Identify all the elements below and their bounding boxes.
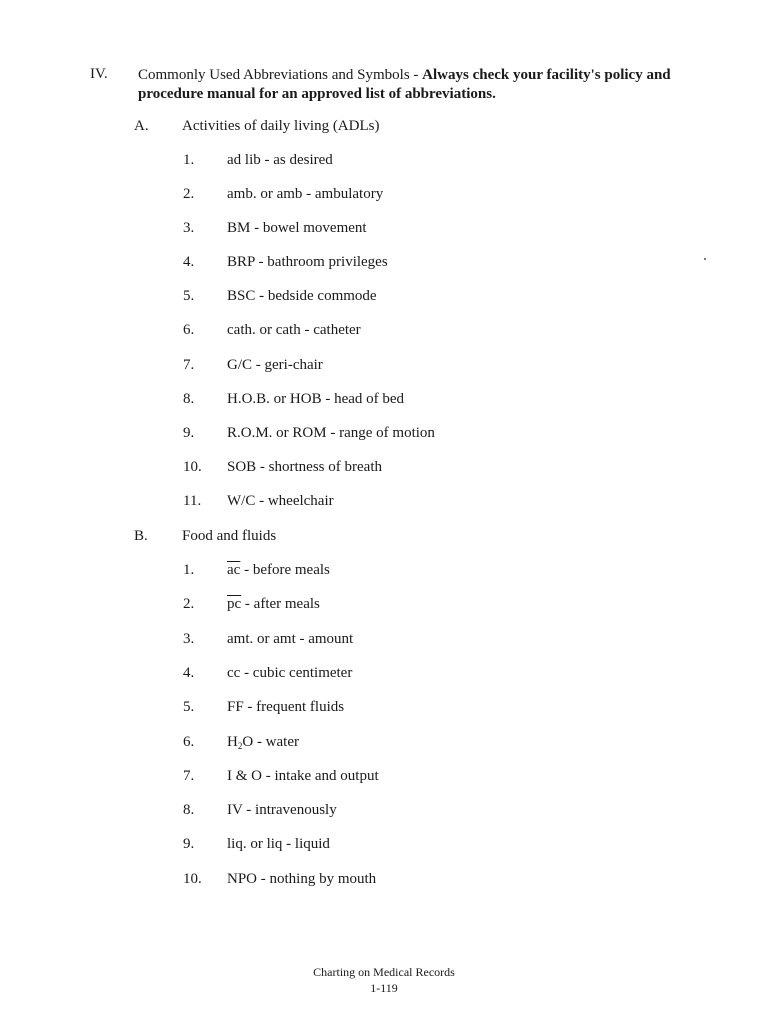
list-item-number: 10. [183, 871, 202, 887]
list-item: cc - cubic centimeter [227, 665, 353, 681]
list-item-number: 6. [183, 322, 195, 338]
section-number: IV. [90, 66, 108, 82]
abbreviation-tail: O [242, 734, 254, 750]
list-item-number: 5. [183, 699, 195, 715]
list-item-number: 5. [183, 288, 195, 304]
heading-bold-text: Always check your facility's policy and procedure manual for an approved list of abbreviations. [138, 67, 671, 102]
abbreviation: H [227, 734, 238, 750]
abbreviation-subscript: 2 [237, 741, 243, 751]
page-number: 1-119 [370, 981, 398, 995]
list-item: amb. or amb - ambulatory [227, 186, 384, 202]
list-item: FF - frequent fluids [227, 699, 345, 715]
definition: - after meals [241, 596, 320, 612]
definition: - before meals [240, 562, 330, 578]
list-item: liq. or liq - liquid [227, 836, 330, 852]
subsection-a-title: Activities of daily living (ADLs) [182, 118, 380, 134]
list-item: BRP - bathroom privileges [227, 254, 388, 270]
list-item: ad lib - as desired [227, 152, 333, 168]
list-item: R.O.M. or ROM - range of motion [227, 425, 435, 441]
list-item: cath. or cath - catheter [227, 322, 361, 338]
section-heading [138, 66, 698, 104]
abbreviation: $\overline{ac}$ [227, 562, 241, 578]
list-item: amt. or amt - amount [227, 631, 354, 647]
list-item-number: 1. [183, 562, 195, 578]
list-item: H.O.B. or HOB - head of bed [227, 391, 405, 407]
list-item-number: 7. [183, 357, 195, 373]
list-item [227, 596, 320, 613]
list-item-number: 9. [183, 836, 195, 852]
list-item: BM - bowel movement [227, 220, 367, 236]
subsection-b-title: Food and fluids [182, 528, 277, 544]
list-item-number: 10. [183, 459, 202, 475]
list-item-number: 2. [183, 186, 195, 202]
list-item: BSC - bedside commode [227, 288, 377, 304]
abbreviation: $\overline{pc}$ [227, 596, 242, 612]
list-item-number: 11. [183, 493, 202, 509]
heading-plain-text: Commonly Used Abbreviations and Symbols - [138, 67, 423, 83]
list-item: I & O - intake and output [227, 768, 379, 784]
footer-title: Charting on Medical Records [313, 965, 455, 979]
list-item: G/C - geri-chair [227, 357, 323, 373]
list-item-number: 8. [183, 802, 195, 818]
subsection-b-letter: B. [134, 528, 148, 544]
subsection-a-letter: A. [134, 118, 149, 134]
list-item-number: 4. [183, 665, 195, 681]
list-item-number: 3. [183, 220, 195, 236]
list-item-number: 9. [183, 425, 195, 441]
list-item-number: 2. [183, 596, 195, 612]
list-item: IV - intravenously [227, 802, 337, 818]
list-item: SOB - shortness of breath [227, 459, 382, 475]
list-item-number: 4. [183, 254, 195, 270]
list-item-number: 6. [183, 734, 195, 750]
list-item [227, 562, 330, 579]
list-item-number: 7. [183, 768, 195, 784]
list-item: NPO - nothing by mouth [227, 871, 377, 887]
list-item: W/C - wheelchair [227, 493, 334, 509]
list-item-number: 8. [183, 391, 195, 407]
scan-speck [704, 258, 706, 260]
list-item-number: 3. [183, 631, 195, 647]
list-item [227, 734, 299, 751]
definition: - water [253, 734, 299, 750]
list-item-number: 1. [183, 152, 195, 168]
